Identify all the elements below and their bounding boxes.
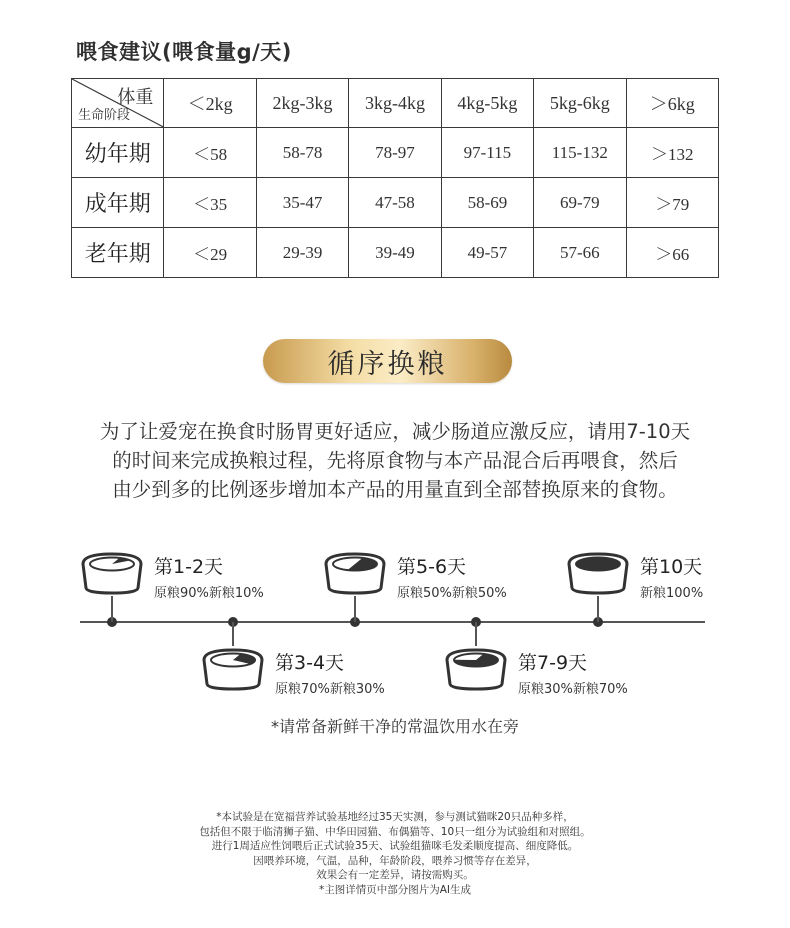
column-header: 4kg-5kg bbox=[441, 79, 533, 128]
stage-ratio-label: 原粮50%新粮50% bbox=[397, 586, 507, 601]
stage-day-label: 第3-4天 bbox=[275, 652, 345, 674]
food-bowl-icon bbox=[80, 550, 144, 596]
value-cell: ＜35 bbox=[164, 178, 256, 228]
value-cell: 58-69 bbox=[441, 178, 533, 228]
column-header: 2kg-3kg bbox=[256, 79, 348, 128]
food-bowl-icon bbox=[566, 550, 630, 596]
value-cell: ＜58 bbox=[164, 128, 256, 178]
transition-title: 循序换粮 bbox=[327, 348, 448, 380]
value-cell: ＞132 bbox=[626, 128, 718, 178]
timeline-stem bbox=[232, 622, 234, 646]
timeline-stem bbox=[597, 596, 599, 622]
stage-ratio-label: 原粮30%新粮70% bbox=[518, 682, 628, 697]
stage-day-label: 第10天 bbox=[640, 556, 703, 578]
value-cell: ＞66 bbox=[626, 228, 718, 278]
value-cell: 29-39 bbox=[256, 228, 348, 278]
value-cell: 49-57 bbox=[441, 228, 533, 278]
footnote-line: 因喂养环境，气温，品种，年龄阶段，喂养习惯等存在差异， bbox=[253, 854, 537, 867]
value-cell: 57-66 bbox=[534, 228, 626, 278]
intro-line: 由少到多的比例逐步增加本产品的用量直到全部替换原来的食物。 bbox=[112, 478, 678, 501]
stage-ratio-label: 原粮70%新粮30% bbox=[275, 682, 385, 697]
timeline-stem bbox=[475, 622, 477, 646]
stage-ratio-label: 原粮90%新粮10% bbox=[154, 586, 264, 601]
intro-line: 的时间来完成换粮过程，先将原食物与本产品混合后再喂食，然后 bbox=[112, 449, 678, 472]
footnotes bbox=[0, 810, 790, 897]
value-cell: 47-58 bbox=[349, 178, 441, 228]
timeline-line bbox=[80, 621, 705, 623]
header-weight-label: 体重 bbox=[117, 87, 154, 108]
stage-day-label: 第5-6天 bbox=[397, 556, 467, 578]
column-header: ＞6kg bbox=[626, 79, 718, 128]
food-bowl-icon bbox=[444, 646, 508, 692]
value-cell: 35-47 bbox=[256, 178, 348, 228]
value-cell: 69-79 bbox=[534, 178, 626, 228]
table-row bbox=[72, 178, 719, 228]
footnote-line: 效果会有一定差异，请按需购买。 bbox=[316, 869, 474, 881]
stage-cell: 老年期 bbox=[72, 228, 164, 278]
transition-title-badge bbox=[263, 339, 512, 383]
value-cell: 115-132 bbox=[534, 128, 626, 178]
value-cell: 58-78 bbox=[256, 128, 348, 178]
value-cell: ＜29 bbox=[164, 228, 256, 278]
intro-line: 为了让爱宠在换食时肠胃更好适应，减少肠道应激反应，请用7-10天 bbox=[99, 420, 691, 443]
table-row bbox=[72, 228, 719, 278]
food-bowl-icon bbox=[201, 646, 265, 692]
stage-day-label: 第7-9天 bbox=[518, 652, 588, 674]
table-header-row bbox=[72, 79, 719, 128]
value-cell: 39-49 bbox=[349, 228, 441, 278]
stage-cell: 成年期 bbox=[72, 178, 164, 228]
stage-cell: 幼年期 bbox=[72, 128, 164, 178]
table-row bbox=[72, 128, 719, 178]
food-bowl-icon bbox=[323, 550, 387, 596]
timeline-stem bbox=[354, 596, 356, 622]
transition-intro bbox=[60, 417, 730, 504]
feeding-title: 喂食建议(喂食量g/天) bbox=[76, 40, 292, 64]
timeline-stem bbox=[111, 596, 113, 622]
stage-ratio-label: 新粮100% bbox=[640, 586, 704, 601]
footnote-line: *主图详情页中部分图片为AI生成 bbox=[318, 883, 472, 896]
header-stage-label: 生命阶段 bbox=[78, 108, 131, 123]
footnote-line: 进行1周适应性饲喂后正式试验35天、试验组猫咪毛发柔顺度提高、细度降低。 bbox=[211, 840, 579, 852]
footnote-line: 包括但不限于临清狮子猫、中华田园猫、布偶猫等、10只一组分为试验组和对照组。 bbox=[199, 825, 591, 838]
feeding-table bbox=[71, 78, 719, 278]
column-header: ＜2kg bbox=[164, 79, 256, 128]
stage-day-label: 第1-2天 bbox=[154, 556, 224, 578]
value-cell: 78-97 bbox=[349, 128, 441, 178]
value-cell: ＞79 bbox=[626, 178, 718, 228]
column-header: 5kg-6kg bbox=[534, 79, 626, 128]
header-diagonal-cell bbox=[72, 79, 164, 128]
footnote-line: *本试验是在宽福营养试验基地经过35天实测，参与测试猫咪20只品种多样， bbox=[216, 811, 574, 823]
value-cell: 97-115 bbox=[441, 128, 533, 178]
column-header: 3kg-4kg bbox=[349, 79, 441, 128]
water-note: *请常备新鲜干净的常温饮用水在旁 bbox=[270, 717, 519, 736]
